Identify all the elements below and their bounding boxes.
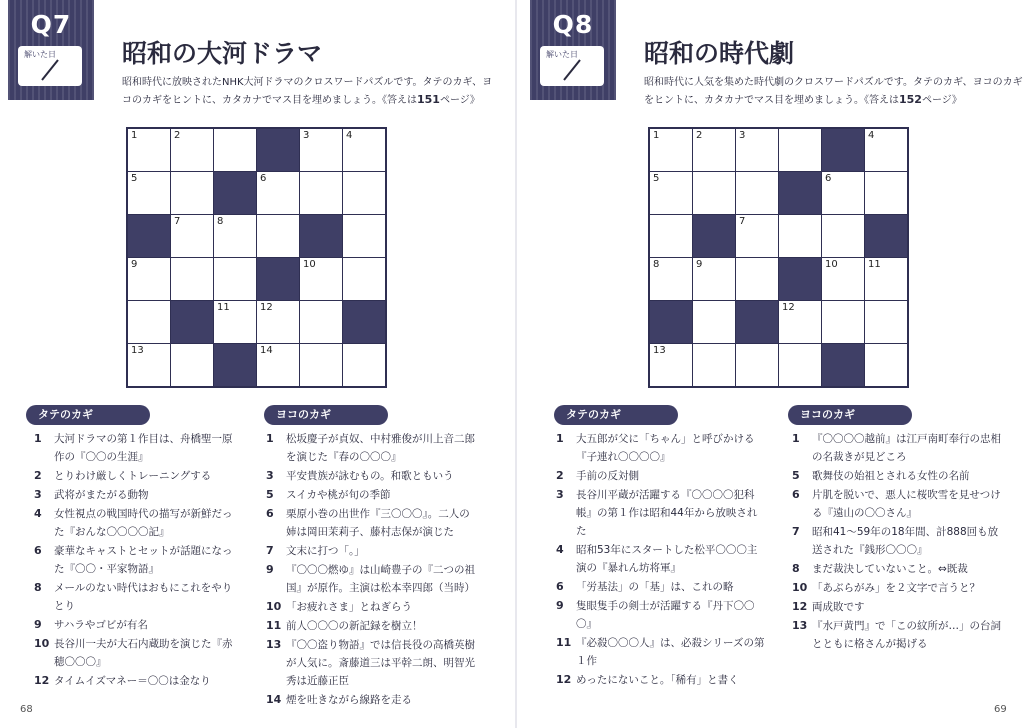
clue-number: 5 [266,488,274,501]
question-badge [530,0,616,100]
intro-body: 昭和時代に放映されたNHK大河ドラマのクロスワードパズルです。タテのカギ、ヨコのカギをヒントに、カタカナでマス目を埋めましょう。《答えは [122,77,493,106]
grid-cell[interactable] [343,215,385,257]
grid-cell-blocked [693,215,735,257]
intro-text [122,74,502,109]
clue-item [266,542,476,560]
grid-cell[interactable] [171,258,213,300]
clue-item [556,671,766,689]
grid-cell[interactable] [343,129,385,171]
cell-number: 4 [868,130,875,141]
clue-item [266,691,476,709]
clue-item [266,505,476,541]
cell-number: 6 [825,173,832,184]
cell-number: 7 [174,216,181,227]
cell-number: 9 [696,259,703,270]
grid-cell[interactable] [736,344,778,386]
clue-text: 「労基法」の「基」は、これの略 [576,581,734,593]
clue-number: 6 [34,544,42,557]
clue-number: 4 [556,543,564,556]
clue-item [34,430,234,466]
intro-body: 昭和時代に人気を集めた時代劇のクロスワードパズルです。タテのカギ、ヨコのカギをヒントに、カタカナでマス目を埋めましょう。《答えは [644,77,1023,106]
clue-item [34,467,234,485]
grid-cell-blocked [214,172,256,214]
clue-number: 3 [556,488,564,501]
grid-cell[interactable] [865,172,907,214]
clue-number: 6 [792,488,800,501]
right-page [516,0,1032,728]
crossword-grid [126,127,387,388]
grid-cell[interactable] [865,301,907,343]
grid-cell[interactable] [736,215,778,257]
clue-item [556,541,766,577]
grid-cell[interactable] [736,129,778,171]
clue-text: 『水戸黄門』で「この紋所が…」の台詞とともに格さんが掲げる [812,620,1001,650]
grid-cell[interactable] [343,172,385,214]
clue-number: 11 [556,636,572,649]
grid-cell-blocked [257,129,299,171]
clue-text: 栗原小巻の出世作『三〇〇〇』。二人の姉は岡田茉莉子、藤村志保が演じた [286,508,470,538]
grid-cell[interactable] [128,258,170,300]
clue-item [34,672,234,690]
grid-cell[interactable] [693,172,735,214]
clue-text: まだ裁決していないこと。⇔既裁 [812,563,968,575]
solved-date-box[interactable] [18,46,82,86]
cell-number: 11 [868,259,881,270]
page-title: 昭和の大河ドラマ [122,39,323,68]
clue-item [556,430,766,466]
clue-number: 1 [556,432,564,445]
grid-cell[interactable] [822,301,864,343]
cell-number: 2 [696,130,703,141]
cell-number: 8 [653,259,660,270]
clue-text: 「お疲れさま」とねぎらう [286,601,412,613]
answer-page: 151 [417,93,440,106]
grid-cell[interactable] [822,258,864,300]
clue-text: サハラやゴビが有名 [54,619,148,631]
clue-number: 10 [792,581,808,594]
clue-item [792,523,1002,559]
cell-number: 6 [260,173,267,184]
clue-text: タイムイズマネー＝〇〇は金なり [54,675,211,687]
clue-text: 松坂慶子が貞奴、中村雅俊が川上音二郎を演じた『春の〇〇〇』 [286,433,475,463]
clue-number: 6 [556,580,564,593]
grid-cell[interactable] [257,344,299,386]
clue-text: 手前の反対側 [576,470,639,482]
grid-cell[interactable] [650,258,692,300]
date-slash-icon [18,46,82,86]
clue-number: 13 [792,619,808,632]
clue-text: 昭和53年にスタートした松平〇〇〇主演の『暴れん坊将軍』 [576,544,758,574]
clue-text: 大河ドラマの第１作目は、舟橋聖一原作の『〇〇の生涯』 [54,433,233,463]
grid-cell[interactable] [693,344,735,386]
clue-text: 「あぶらがみ」を２文字で言うと？ [812,582,980,594]
clue-text: 歌舞伎の始祖とされる女性の名前 [812,470,970,482]
grid-cell[interactable] [171,344,213,386]
intro-text [644,74,1024,109]
clue-text: 長谷川平蔵が活躍する『〇〇〇〇犯科帳』の第１作は昭和44年から放映された [576,489,758,537]
grid-cell[interactable] [171,129,213,171]
cell-number: 10 [825,259,838,270]
grid-cell-blocked [736,301,778,343]
grid-cell[interactable] [736,258,778,300]
clue-item [792,560,1002,578]
clue-text: 隻眼隻手の剣士が活躍する『丹下〇〇〇』 [576,600,755,630]
grid-cell[interactable] [171,172,213,214]
yoko-clue-list [266,430,476,710]
grid-cell[interactable] [779,344,821,386]
clue-number: 5 [792,469,800,482]
clue-text: 武将がまたがる動物 [54,489,149,501]
intro-tail: ページ》 [439,95,480,106]
clue-text: 片肌を脱いで、悪人に桜吹雪を見せつける『遠山の〇〇さん』 [812,489,1001,519]
intro-tail: ページ》 [921,95,962,106]
clue-text: 昭和41～59年の18年間、計888回も放送された『銭形〇〇〇』 [812,526,999,556]
solved-date-label: 解いた日 [546,50,578,59]
clue-number: 7 [792,525,800,538]
clue-text: 前人〇〇〇の新記録を樹立！ [286,620,423,632]
grid-cell[interactable] [865,344,907,386]
grid-cell[interactable] [650,344,692,386]
grid-cell-blocked [865,215,907,257]
yoko-clue-list [792,430,1002,654]
grid-cell[interactable] [343,258,385,300]
clue-text: 文末に打つ「。」 [286,545,365,557]
cell-number: 3 [739,130,746,141]
clue-item [792,579,1002,597]
clue-item [266,486,476,504]
clue-number: 2 [34,469,42,482]
clue-number: 7 [266,544,274,557]
clue-number: 12 [34,674,50,687]
tate-clue-list [556,430,766,690]
clue-item [34,635,234,671]
page-number: 69 [994,704,1007,715]
cell-number: 13 [653,345,666,356]
grid-cell[interactable] [214,301,256,343]
grid-cell[interactable] [779,301,821,343]
grid-cell[interactable] [300,344,342,386]
grid-cell[interactable] [257,172,299,214]
grid-cell[interactable] [650,215,692,257]
grid-cell[interactable] [214,258,256,300]
cell-number: 12 [260,302,273,313]
grid-cell[interactable] [128,344,170,386]
grid-cell[interactable] [300,258,342,300]
grid-cell[interactable] [214,215,256,257]
grid-cell-blocked [128,215,170,257]
clue-number: 13 [266,638,282,651]
cell-number: 5 [653,173,660,184]
grid-cell[interactable] [300,172,342,214]
grid-cell[interactable] [779,129,821,171]
grid-cell[interactable] [300,129,342,171]
clue-number: 9 [556,599,564,612]
grid-cell[interactable] [693,129,735,171]
grid-cell[interactable] [257,301,299,343]
clue-number: 12 [792,600,808,613]
clue-number: 12 [556,673,572,686]
cell-number: 12 [782,302,795,313]
page-title: 昭和の時代劇 [644,39,795,68]
clue-text: メールのない時代はおもにこれをやりとり [54,582,233,612]
clue-item [792,598,1002,616]
clue-item [266,636,476,690]
clue-number: 1 [792,432,800,445]
clue-text: 『必殺〇〇〇人』は、必殺シリーズの第１作 [576,637,765,667]
grid-cell-blocked [779,172,821,214]
grid-cell[interactable] [693,258,735,300]
clue-item [792,467,1002,485]
clue-item [34,579,234,615]
grid-cell[interactable] [865,258,907,300]
cell-number: 9 [131,259,138,270]
clue-text: 長谷川一夫が大石内蔵助を演じた『赤穂〇〇〇』 [54,638,233,668]
clue-item [792,430,1002,466]
solved-date-label: 解いた日 [24,50,56,59]
clue-number: 8 [792,562,800,575]
tate-clues-header: タテのカギ [554,405,678,425]
clue-item [34,616,234,634]
grid-cell[interactable] [736,172,778,214]
page-number: 68 [20,704,33,715]
cell-number: 8 [217,216,224,227]
clue-item [266,467,476,485]
clue-text: 大五郎が父に「ちゃん」と呼びかける『子連れ〇〇〇〇』 [576,433,755,463]
tate-clues-header: タテのカギ [26,405,150,425]
clue-number: 1 [34,432,42,445]
grid-cell-blocked [822,129,864,171]
grid-cell[interactable] [693,301,735,343]
cell-number: 1 [653,130,660,141]
grid-cell[interactable] [822,215,864,257]
grid-cell[interactable] [650,172,692,214]
cell-number: 11 [217,302,230,313]
grid-cell[interactable] [343,344,385,386]
grid-cell-blocked [779,258,821,300]
grid-cell[interactable] [865,129,907,171]
clue-item [266,598,476,616]
clue-text: 平安貴族が詠むもの。和歌ともいう [286,470,454,482]
cell-number: 14 [260,345,273,356]
grid-cell[interactable] [300,301,342,343]
clue-text: 『〇〇〇〇越前』は江戸南町奉行の忠相の名裁きが見どころ [812,433,1001,463]
clue-item [792,486,1002,522]
clue-text: 『〇〇〇燃ゆ』は山崎豊子の『二つの祖国』が原作。主演は松本幸四郎（当時） [286,564,475,594]
clue-number: 3 [34,488,42,501]
clue-number: 3 [266,469,274,482]
clue-item [266,617,476,635]
clue-number: 8 [34,581,42,594]
grid-cell[interactable] [128,172,170,214]
clue-item [556,578,766,596]
grid-cell-blocked [650,301,692,343]
cell-number: 7 [739,216,746,227]
clue-item [34,486,234,504]
clue-item [266,430,476,466]
tate-clue-list [34,430,234,691]
clue-item [34,542,234,578]
grid-cell-blocked [343,301,385,343]
cell-number: 3 [303,130,310,141]
clue-text: スイカや桃が旬の季節 [286,489,391,501]
clue-number: 11 [266,619,282,632]
grid-cell[interactable] [779,215,821,257]
question-badge [8,0,94,100]
clue-item [556,467,766,485]
cell-number: 5 [131,173,138,184]
clue-item [556,486,766,540]
clue-item [266,561,476,597]
grid-cell[interactable] [650,129,692,171]
grid-cell-blocked [300,215,342,257]
solved-date-box[interactable] [540,46,604,86]
date-slash-icon [540,46,604,86]
grid-cell[interactable] [257,215,299,257]
clue-text: めったにないこと。「稀有」と書く [576,674,739,686]
grid-cell-blocked [257,258,299,300]
question-number: Q8 [552,10,594,39]
clue-number: 2 [556,469,564,482]
clue-number: 10 [266,600,282,613]
yoko-clues-header: ヨコのカギ [788,405,912,425]
cell-number: 2 [174,130,181,141]
grid-cell-blocked [214,344,256,386]
cell-number: 10 [303,259,316,270]
clue-number: 10 [34,637,50,650]
clue-item [792,617,1002,653]
grid-cell-blocked [171,301,213,343]
clue-text: 豪華なキャストとセットが話題になった『〇〇・平家物語』 [54,545,233,575]
grid-cell[interactable] [214,129,256,171]
cell-number: 1 [131,130,138,141]
grid-cell[interactable] [128,129,170,171]
question-number: Q7 [30,10,72,39]
cell-number: 13 [131,345,144,356]
clue-number: 14 [266,693,282,706]
grid-cell[interactable] [822,172,864,214]
clue-number: 1 [266,432,274,445]
clue-text: とりわけ厳しくトレーニングする [54,470,212,482]
clue-number: 6 [266,507,274,520]
answer-page: 152 [899,93,922,106]
clue-text: 両成敗です [812,601,865,613]
clue-number: 9 [266,563,274,576]
clue-number: 4 [34,507,42,520]
cell-number: 4 [346,130,353,141]
clue-item [556,597,766,633]
clue-text: 煙を吐きながら線路を走る [286,694,412,706]
clue-text: 女性視点の戦国時代の描写が新鮮だった『おんな〇〇〇〇記』 [54,508,233,538]
yoko-clues-header: ヨコのカギ [264,405,388,425]
clue-item [556,634,766,670]
clue-item [34,505,234,541]
clue-number: 9 [34,618,42,631]
grid-cell[interactable] [171,215,213,257]
grid-cell[interactable] [128,301,170,343]
grid-cell-blocked [822,344,864,386]
crossword-grid [648,127,909,388]
clue-text: 『〇〇盗り物語』では信長役の高橋英樹が人気に。斎藤道三は平幹二朗、明智光秀は近藤正臣 [286,639,475,687]
